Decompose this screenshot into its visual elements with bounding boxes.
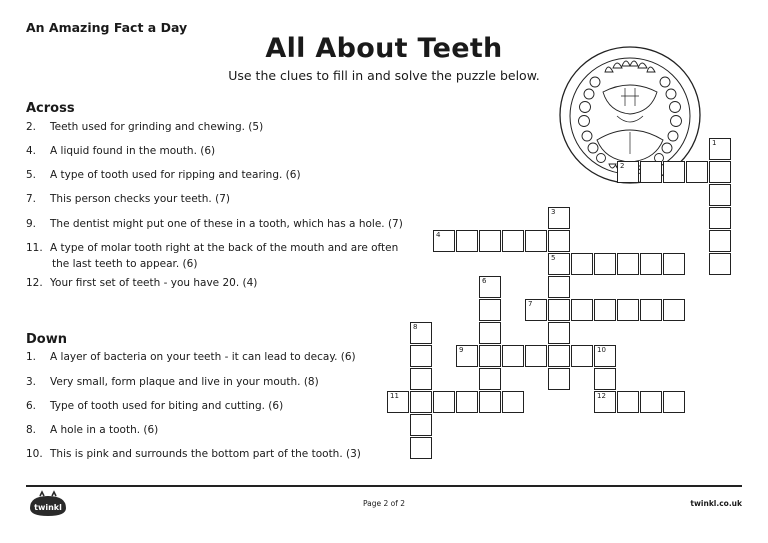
clue-number: 9. bbox=[26, 218, 37, 230]
page-subtitle: Use the clues to fill in and solve the puzzle below. bbox=[228, 68, 540, 83]
across-clue bbox=[26, 119, 263, 135]
crossword-cell[interactable] bbox=[410, 437, 432, 459]
crossword-cell[interactable] bbox=[663, 299, 685, 321]
clue-text: A layer of bacteria on your teeth - it can lead to decay. (6) bbox=[50, 351, 356, 363]
clue-text: The dentist might put one of these in a tooth, which has a hole. (7) bbox=[50, 218, 403, 230]
down-heading: Down bbox=[26, 332, 67, 347]
across-clue bbox=[26, 275, 257, 291]
cell-number: 5 bbox=[551, 254, 556, 262]
logo-text: twinkl bbox=[34, 503, 62, 512]
crossword-cell[interactable] bbox=[387, 391, 409, 413]
crossword-cell[interactable] bbox=[479, 230, 501, 252]
clue-number: 8. bbox=[26, 424, 37, 436]
crossword-cell[interactable] bbox=[709, 138, 731, 160]
cell-number: 2 bbox=[620, 162, 625, 170]
clue-number: 1. bbox=[26, 351, 37, 363]
down-clue bbox=[26, 446, 361, 462]
down-clue bbox=[26, 374, 319, 390]
crossword-cell[interactable] bbox=[594, 345, 616, 367]
crossword-cell[interactable] bbox=[502, 391, 524, 413]
crossword-cell[interactable] bbox=[548, 230, 570, 252]
crossword-cell[interactable] bbox=[663, 161, 685, 183]
crossword-cell[interactable] bbox=[571, 299, 593, 321]
clue-text: Very small, form plaque and live in your mouth. (8) bbox=[50, 376, 319, 388]
cell-number: 9 bbox=[459, 346, 464, 354]
crossword-cell[interactable] bbox=[548, 207, 570, 229]
across-clue bbox=[26, 240, 398, 272]
crossword-cell[interactable] bbox=[456, 230, 478, 252]
crossword-cell[interactable] bbox=[663, 391, 685, 413]
cell-number: 10 bbox=[597, 346, 606, 354]
crossword-cell[interactable] bbox=[502, 345, 524, 367]
crossword-cell[interactable] bbox=[410, 345, 432, 367]
across-clue bbox=[26, 143, 215, 159]
cell-number: 8 bbox=[413, 323, 418, 331]
crossword-cell[interactable] bbox=[410, 414, 432, 436]
crossword-cell[interactable] bbox=[548, 276, 570, 298]
clue-number: 6. bbox=[26, 400, 37, 412]
page-title: All About Teeth bbox=[265, 33, 503, 64]
clue-text: Type of tooth used for biting and cutting. (6) bbox=[50, 400, 284, 412]
crossword-cell[interactable] bbox=[479, 299, 501, 321]
across-heading: Across bbox=[26, 101, 75, 116]
crossword-cell[interactable] bbox=[686, 161, 708, 183]
crossword-cell[interactable] bbox=[640, 253, 662, 275]
crossword-cell[interactable] bbox=[479, 391, 501, 413]
crossword-cell[interactable] bbox=[525, 345, 547, 367]
crossword-cell[interactable] bbox=[456, 391, 478, 413]
cell-number: 4 bbox=[436, 231, 441, 239]
crossword-cell[interactable] bbox=[479, 322, 501, 344]
clue-number: 11. bbox=[26, 242, 43, 254]
clue-number: 2. bbox=[26, 121, 37, 133]
crossword-cell[interactable] bbox=[617, 299, 639, 321]
across-clue bbox=[26, 191, 230, 207]
crossword-cell[interactable] bbox=[617, 253, 639, 275]
crossword-cell[interactable] bbox=[709, 253, 731, 275]
series-label: An Amazing Fact a Day bbox=[26, 20, 188, 35]
across-clue bbox=[26, 216, 403, 232]
crossword-cell[interactable] bbox=[502, 230, 524, 252]
clue-number: 4. bbox=[26, 145, 37, 157]
clue-text: A type of tooth used for ripping and tearing. (6) bbox=[50, 169, 301, 181]
cell-number: 12 bbox=[597, 392, 606, 400]
clue-text: Teeth used for grinding and chewing. (5) bbox=[50, 121, 264, 133]
crossword-cell[interactable] bbox=[640, 391, 662, 413]
crossword-cell[interactable] bbox=[640, 299, 662, 321]
crossword-cell[interactable] bbox=[548, 368, 570, 390]
clue-text: This person checks your teeth. (7) bbox=[50, 193, 230, 205]
crossword-cell[interactable] bbox=[617, 161, 639, 183]
crossword-cell[interactable] bbox=[456, 345, 478, 367]
down-clue bbox=[26, 398, 283, 414]
clue-text: Your first set of teeth - you have 20. (4) bbox=[50, 277, 258, 289]
crossword-cell[interactable] bbox=[525, 230, 547, 252]
crossword-cell[interactable] bbox=[433, 230, 455, 252]
cell-number: 6 bbox=[482, 277, 487, 285]
site-url: twinkl.co.uk bbox=[690, 499, 742, 508]
clue-text: This is pink and surrounds the bottom part of the tooth. (3) bbox=[50, 448, 361, 460]
crossword-cell[interactable] bbox=[594, 391, 616, 413]
clue-number: 12. bbox=[26, 277, 43, 289]
crossword-cell[interactable] bbox=[479, 276, 501, 298]
clue-number: 3. bbox=[26, 376, 37, 388]
crossword-cell[interactable] bbox=[410, 322, 432, 344]
crossword-cell[interactable] bbox=[709, 161, 731, 183]
down-clue bbox=[26, 422, 158, 438]
clue-number: 10. bbox=[26, 448, 43, 460]
across-clue bbox=[26, 167, 301, 183]
clue-number: 7. bbox=[26, 193, 37, 205]
crossword-cell[interactable] bbox=[594, 253, 616, 275]
down-clue bbox=[26, 349, 356, 365]
crossword-cell[interactable] bbox=[594, 299, 616, 321]
crossword-cell[interactable] bbox=[479, 345, 501, 367]
clue-number: 5. bbox=[26, 169, 37, 181]
crossword-cell[interactable] bbox=[709, 207, 731, 229]
crossword-cell[interactable] bbox=[571, 345, 593, 367]
crossword-cell[interactable] bbox=[548, 322, 570, 344]
clue-text: A hole in a tooth. (6) bbox=[50, 424, 159, 436]
crossword-cell[interactable] bbox=[548, 345, 570, 367]
crossword-cell[interactable] bbox=[571, 253, 593, 275]
crossword-cell[interactable] bbox=[640, 161, 662, 183]
footer-divider bbox=[26, 485, 742, 487]
page-number: Page 2 of 2 bbox=[362, 499, 406, 508]
clue-text: A type of molar tooth right at the back of the mouth and are often bbox=[50, 242, 399, 254]
clue-text: A liquid found in the mouth. (6) bbox=[50, 145, 216, 157]
crossword-cell[interactable] bbox=[617, 391, 639, 413]
crossword-cell[interactable] bbox=[709, 230, 731, 252]
cell-number: 1 bbox=[712, 139, 717, 147]
crossword-cell[interactable] bbox=[479, 368, 501, 390]
crossword-cell[interactable] bbox=[525, 299, 547, 321]
crossword-cell[interactable] bbox=[548, 253, 570, 275]
crossword-cell[interactable] bbox=[410, 368, 432, 390]
crossword-cell[interactable] bbox=[709, 184, 731, 206]
crossword-cell[interactable] bbox=[663, 253, 685, 275]
clue-text-continued: the last teeth to appear. (6) bbox=[52, 258, 198, 270]
cell-number: 11 bbox=[390, 392, 399, 400]
crossword-cell[interactable] bbox=[548, 299, 570, 321]
cell-number: 7 bbox=[528, 300, 533, 308]
cell-number: 3 bbox=[551, 208, 556, 216]
crossword-cell[interactable] bbox=[433, 391, 455, 413]
crossword-cell[interactable] bbox=[410, 391, 432, 413]
crossword-cell[interactable] bbox=[594, 368, 616, 390]
